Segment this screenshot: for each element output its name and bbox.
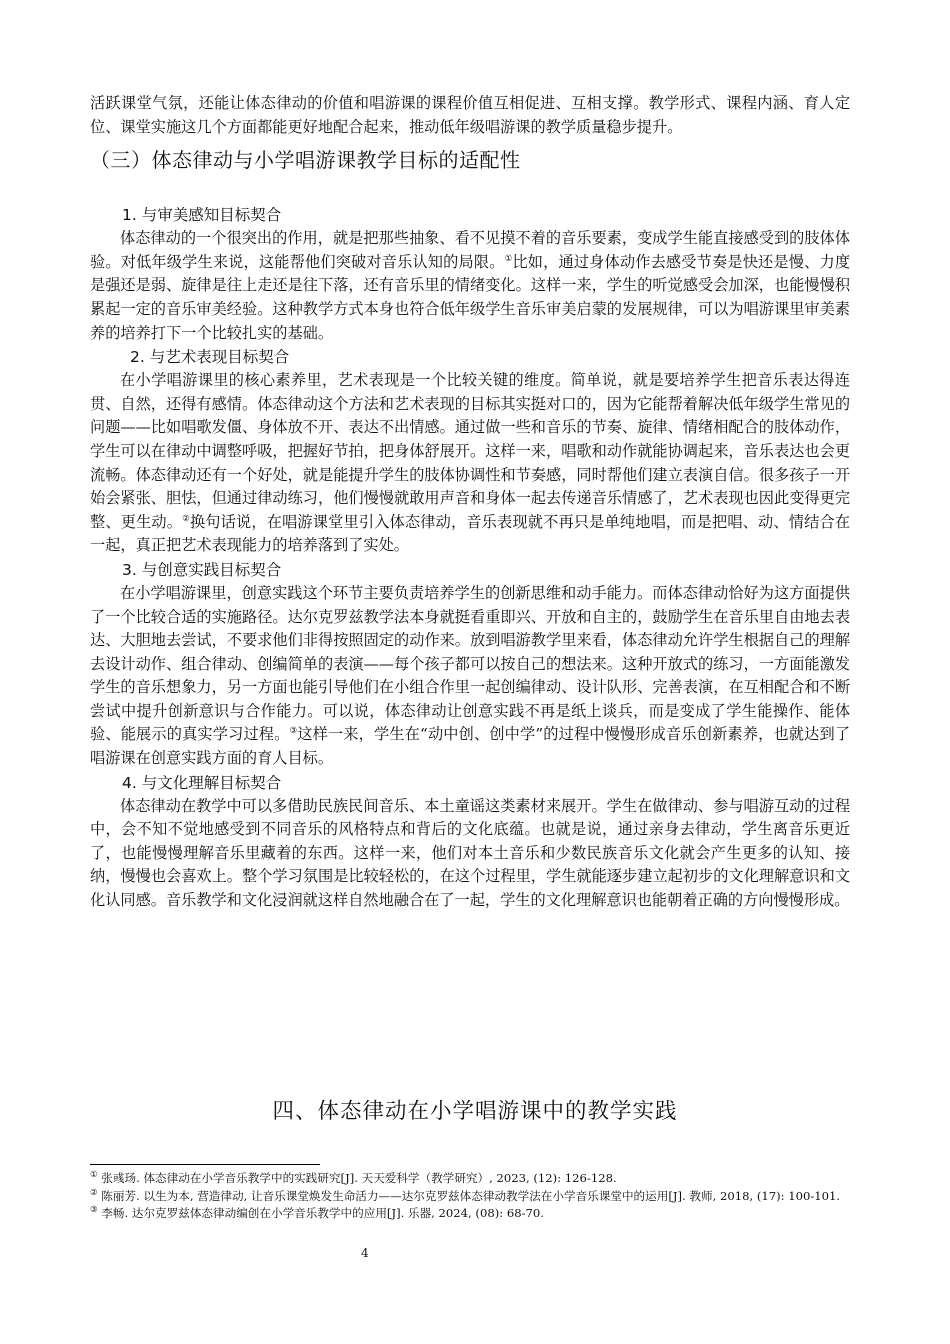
body-paragraph: 活跃课堂气氛，还能让体态律动的价值和唱游课的课程价值互相促进、互相支撑。教学形式、课程内涵、育人定位、课堂实施这几个方面都能更好地配合起来，推动低年级唱游课的教学质量稳步提升。 xyxy=(90,94,850,136)
document-body xyxy=(90,92,850,913)
body-paragraph: 体态律动在教学中可以多借助民族民间音乐、本土童谣这类素材来展开。学生在做律动、参与唱游互动的过程中，会不知不觉地感受到不同音乐的风格特点和背后的文化底蕴。也就是说，通过亲身去律动，学生离音乐更近了，也能慢慢理解音乐里藏着的东西。这样一来，他们对本土音乐和少数民族音乐文化就会产生更多的认知、接纳，慢慢也会喜欢上。整个学习氛围是比较轻松的，在这个过程里，学生就能逐步建立起初步的文化理解意识和文化认同感。音乐教学和文化浸润就这样自然地融合在了一起，学生的文化理解意识也能朝着正确的方向慢慢形成。 xyxy=(90,796,850,910)
footnote-divider xyxy=(90,1164,320,1165)
footnote-ref[interactable]: ③ xyxy=(289,726,298,737)
chapter-heading: 四、体态律动在小学唱游课中的教学实践 xyxy=(272,1099,678,1124)
footnote-ref[interactable]: ① xyxy=(504,253,513,264)
footnote-text: 李畅. 达尔克罗兹体态律动编创在小学音乐教学中的应用[J]. 乐器, 2024, (08): 68-70. xyxy=(97,1206,544,1220)
paragraph-text: 在小学唱游课里的核心素养里，艺术表现是一个比较关键的维度。简单说，就是要培养学生把音乐表达得连贯、自然，还得有感情。体态律动这个方法和艺术表现的目标其实挺对口的，因为它能帮着解决低年级学生常见的问题——比如唱歌发僵、身体放不开、表达不出情感。通过做一些和音乐的节奏、旋律、情绪相配合的肢体动作，学生可以在律动中调整呼吸，把握好节拍，把身体舒展开。这样一来，唱歌和动作就能协调起来，音乐表达也会更流畅。体态律动还有一个好处，就是能提升学生的肢体协调性和节奏感，同时帮他们建立表演自信。很多孩子一开始会紧张、胆怯，但通过律动练习，他们慢慢就敢用声音和身体一起去传递音乐情感了，艺术表现也因此变得更完整、更生动。 xyxy=(90,371,850,531)
footnotes xyxy=(90,1170,860,1223)
paragraph-text: 这样一来，学生在“动中创、创中学”的过程中慢慢形成音乐创新素养，也就达到了唱游课在创意实践方面的育人目标。 xyxy=(90,725,851,768)
footnote-mark: ① xyxy=(90,1170,98,1181)
page-number: 4 xyxy=(361,1246,369,1260)
paragraph-text: 换句话说，在唱游课堂里引入体态律动，音乐表现就不再只是单纯地唱，而是把唱、动、情结合在一起，真正把艺术表现能力的培养落到了实处。 xyxy=(90,512,851,555)
paragraph-text: 体态律动的一个很突出的作用，就是把那些抽象、看不见摸不着的音乐要素，变成学生能直接感受到的肢体体验。对低年级学生来说，这能帮他们突破对音乐认知的局限。 xyxy=(90,229,850,271)
footnote-text: 张彧玚. 体态律动在小学音乐教学中的实践研究[J]. 天天爱科学（教学研究）, 2023, (12): 126-128. xyxy=(97,1171,617,1185)
paragraph-text: 在小学唱游课里，创意实践这个环节主要负责培养学生的创新思维和动手能力。而体态律动恰好为这方面提供了一个比较合适的实施路径。达尔克罗兹教学法本身就挺看重即兴、开放和自主的，鼓励学生在音乐里自由地去表达、大胆地去尝试，不要求他们非得按照固定的动作来。放到唱游教学里来看，体态律动允许学生根据自己的理解去设计动作、组合律动、创编简单的表演——每个孩子都可以按自己的想法来。这种开放式的练习，一方面能激发学生的音乐想象力，另一方面也能引导他们在小组合作里一起创编律动、设计队形、完善表演，在互相配合和不断尝试中提升创新意识与合作能力。可以说，体态律动让创意实践不再是纸上谈兵，而是变成了学生能操作、能体验、能展示的真实学习过程。 xyxy=(90,583,850,744)
body-paragraph xyxy=(90,227,850,345)
subsection-heading: 4. 与文化理解目标契合 xyxy=(122,773,282,792)
section-heading: （三）体态律动与小学唱游课教学目标的适配性 xyxy=(90,148,521,173)
subsection-heading: 1. 与审美感知目标契合 xyxy=(122,206,282,225)
subsection-heading: 3. 与创意实践目标契合 xyxy=(122,560,282,579)
footnote-ref[interactable]: ② xyxy=(182,513,190,524)
footnote-mark: ② xyxy=(90,1187,98,1198)
footnote xyxy=(90,1188,860,1206)
subsection-heading: 2. 与艺术表现目标契合 xyxy=(130,348,290,367)
paragraph-text: 比如，通过身体动作去感受节奏是快还是慢、力度是强还是弱、旋律是往上走还是往下落，还有音乐里的情绪变化。这样一来，学生的听觉感受会加深，也能慢慢积累起一定的音乐审美经验。这种教学方式本身也符合低年级学生音乐审美启蒙的发展规律，可以为唱游课里审美素养的培养打下一个比较扎实的基础。 xyxy=(90,252,851,342)
footnote-text: 陈丽芳. 以生为本, 营造律动, 让音乐课堂焕发生命活力——达尔克罗兹体态律动教学法在小学音乐课堂中的运用[J]. 教师, 2018, (17): 100-101. xyxy=(97,1188,841,1203)
footnote-mark: ③ xyxy=(90,1205,98,1216)
footnote xyxy=(90,1170,860,1188)
footnote xyxy=(90,1205,860,1223)
body-paragraph xyxy=(90,582,850,771)
body-paragraph xyxy=(90,369,850,558)
